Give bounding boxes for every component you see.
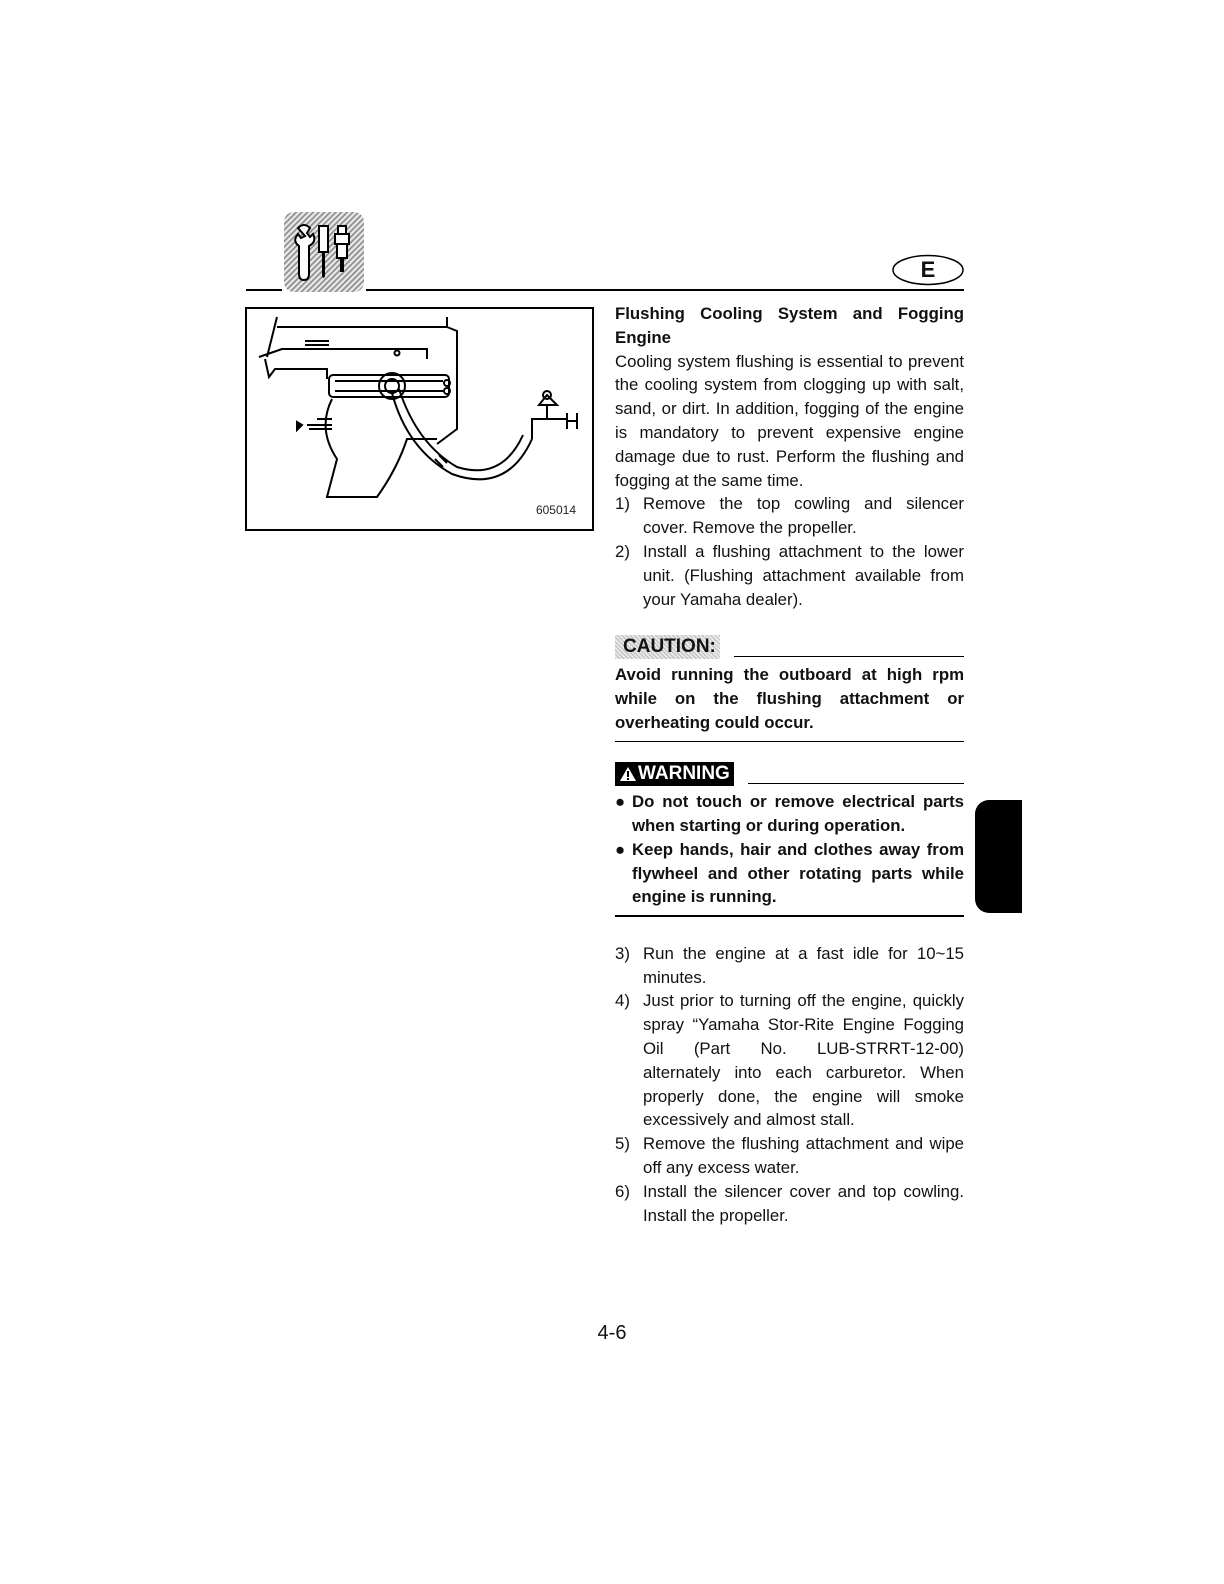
caution-label: CAUTION: (615, 635, 720, 659)
step-item (615, 989, 964, 1132)
step-text: Install the silencer cover and top cowling. Install the propeller. (643, 1181, 964, 1225)
step-text: Install a flushing attachment to the lower unit. (Flushing attachment available from your Yamaha dealer). (643, 541, 964, 609)
intro-paragraph: Cooling system flushing is essential to prevent the cooling system from clogging up with salt, sand, or dirt. In addition, fogging of the engine is mandatory to prevent expensive engine damage due to rust. Perform the flushing and fogging at the same time. (615, 351, 964, 490)
warning-label: WARNING (638, 763, 730, 785)
step-number: 6) (615, 1181, 630, 1201)
step-item (615, 540, 964, 611)
language-letter: E (920, 257, 936, 282)
caution-header (615, 631, 964, 659)
header-rule-left (246, 289, 282, 291)
warning-list (615, 790, 964, 909)
step-item (615, 942, 964, 990)
warning-rule (748, 783, 964, 785)
warning-text: Keep hands, hair and clothes away from flywheel and other rotating parts while engine is running. (632, 839, 964, 907)
flushing-illustration (245, 307, 594, 531)
bullet-icon: ● (615, 792, 626, 812)
step-item (615, 1180, 964, 1228)
warning-header (615, 758, 964, 786)
bullet-icon: ● (615, 839, 626, 859)
step-item (615, 1132, 964, 1180)
step-number: 1) (615, 494, 630, 514)
language-badge (892, 254, 964, 286)
warning-triangle-icon (619, 766, 637, 782)
warning-item (615, 790, 964, 838)
content-column (615, 302, 964, 1227)
step-number: 4) (615, 991, 630, 1011)
step-text: Remove the top cowling and silencer cover. Remove the propeller. (643, 494, 964, 538)
outboard-lower-unit-drawing (247, 309, 592, 529)
step-text: Just prior to turning off the engine, quickly spray “Yamaha Stor-Rite Engine Fogging Oil (Part No. LUB-STRRT-12-00) alternately into each carburetor. When properly done, the engine will smoke excessively and almost stall. (643, 991, 964, 1130)
figure-code: 605014 (535, 503, 576, 517)
caution-text: Avoid running the outboard at high rpm while on the flushing attachment or overheating could occur. (615, 665, 964, 732)
step-text: Remove the flushing attachment and wipe off any excess water. (643, 1134, 964, 1177)
warning-label-box (615, 762, 734, 786)
section-title: Flushing Cooling System and Fogging Engine (615, 304, 964, 347)
warning-text: Do not touch or remove electrical parts when starting or during operation. (632, 792, 964, 836)
chapter-side-tab (975, 800, 1022, 913)
warning-item (615, 838, 964, 909)
step-item (615, 492, 964, 540)
step-text: Run the engine at a fast idle for 10~15 minutes. (643, 943, 964, 987)
step-number: 3) (615, 943, 630, 963)
step-number: 5) (615, 1134, 630, 1154)
caution-rule (734, 656, 964, 658)
header-rule-right (366, 289, 964, 291)
maintenance-tools-icon (284, 212, 364, 292)
caution-end-rule (615, 741, 964, 743)
page-number: 4-6 (597, 1322, 627, 1344)
step-number: 2) (615, 541, 630, 561)
